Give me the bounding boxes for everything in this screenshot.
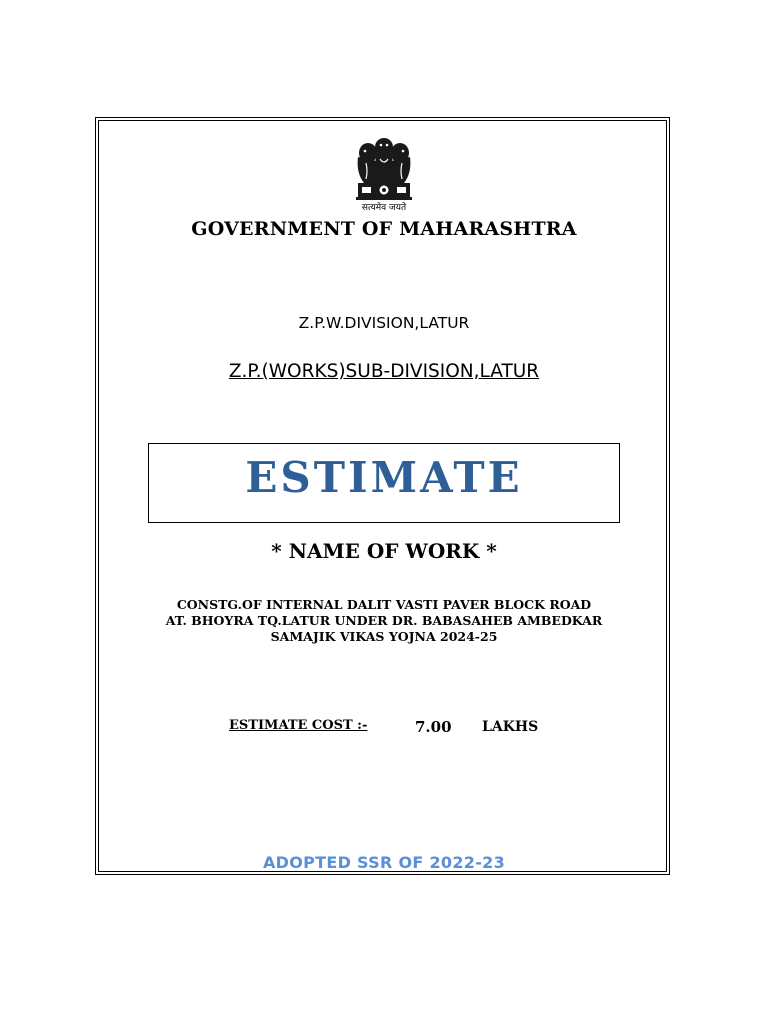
government-heading: GOVERNMENT OF MAHARASHTRA	[191, 218, 577, 240]
name-of-work-heading: * NAME OF WORK *	[271, 539, 497, 563]
emblem-motto: सत्यमेव जयते	[361, 203, 407, 213]
division-name: Z.P.W.DIVISION,LATUR	[298, 314, 470, 332]
ssr-note: ADOPTED SSR OF 2022-23	[262, 853, 506, 872]
estimate-cost-unit: LAKHS	[482, 719, 539, 735]
work-description-line: AT. BHOYRA TQ.LATUR UNDER DR. BABASAHEB AMBEDKAR	[165, 613, 603, 628]
sub-division-name: Z.P.(WORKS)SUB-DIVISION,LATUR	[228, 361, 540, 382]
estimate-cost-value: 7.00	[415, 718, 452, 736]
work-description-line: SAMAJIK VIKAS YOJNA 2024-25	[270, 629, 498, 644]
estimate-cost-label: ESTIMATE COST :-	[229, 718, 368, 733]
work-description	[100, 597, 668, 645]
estimate-title: ESTIMATE	[245, 453, 523, 502]
work-description-line: CONSTG.OF INTERNAL DALIT VASTI PAVER BLOCK ROAD	[176, 597, 592, 612]
